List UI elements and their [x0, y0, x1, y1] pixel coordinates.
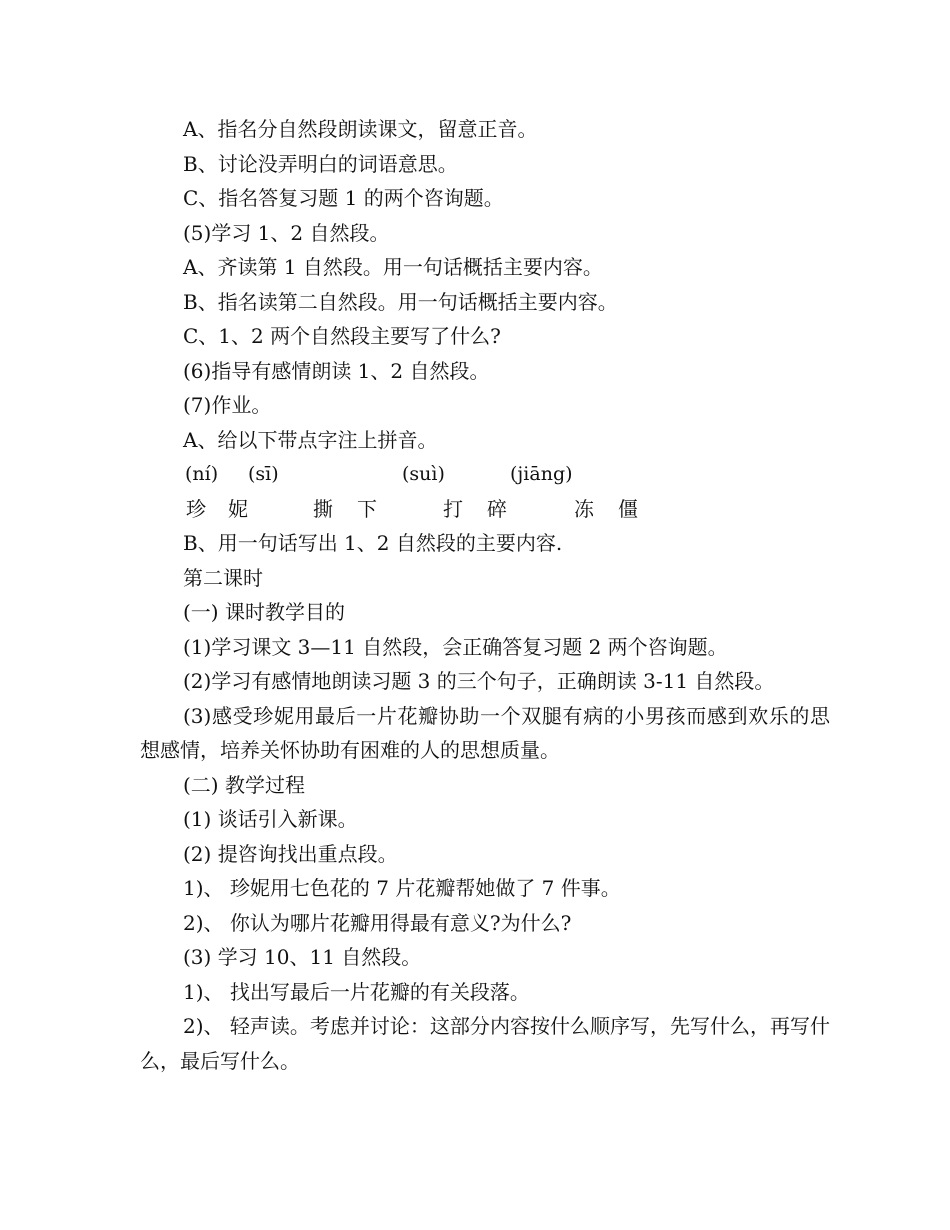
- dotted-character: 碎: [487, 496, 507, 521]
- text-line: 1)、 找出写最后一片花瓣的有关段落。: [183, 979, 530, 1004]
- pinyin-annotation: (jiāng): [510, 463, 573, 485]
- pinyin-row: [140, 457, 830, 492]
- text-line: (1) 谈话引入新课。: [183, 807, 358, 831]
- dotted-character: 僵: [618, 496, 638, 521]
- dotted-character: 珍: [186, 496, 206, 521]
- text-line: (2)学习有感情地朗读习题 3 的三个句子，正确朗读 3-11 自然段。: [183, 669, 775, 693]
- pinyin-annotation: (suì): [402, 463, 445, 485]
- text-line: (7)作业。: [183, 393, 272, 417]
- text-line: A、给以下带点字注上拼音。: [183, 427, 438, 452]
- text-line: C、指名答复习题 1 的两个咨询题。: [183, 186, 504, 210]
- dotted-character: 下: [357, 496, 377, 521]
- pinyin-annotation: (sī): [248, 463, 279, 485]
- paragraph: 2)、 轻声读。考虑并讨论：这部分内容按什么顺序写，先写什么，再写什么，最后写什么。: [140, 1014, 830, 1073]
- text-line: B、用一句话写出 1、2 自然段的主要内容.: [183, 531, 563, 555]
- text-line: (二) 教学过程: [183, 772, 305, 797]
- text-line: C、1、2 两个自然段主要写了什么?: [183, 324, 501, 348]
- paragraph: (3)感受珍妮用最后一片花瓣协助一个双腿有病的小男孩而感到欢乐的思想感情，培养关怀协助有困难的人的思想质量。: [140, 703, 830, 762]
- text-line: 2)、 你认为哪片花瓣用得最有意义?为什么?: [183, 910, 572, 935]
- pinyin-annotation: (ní): [185, 463, 219, 485]
- text-line: (6)指导有感情朗读 1、2 自然段。: [183, 358, 490, 383]
- dotted-character: 撕: [313, 496, 333, 521]
- dotted-characters-row: [140, 492, 830, 527]
- text-line: A、指名分自然段朗读课文，留意正音。: [183, 117, 538, 141]
- text-line: (2) 提咨询找出重点段。: [183, 841, 398, 866]
- text-line: A、齐读第 1 自然段。用一句话概括主要内容。: [183, 255, 603, 279]
- dotted-character: 妮: [228, 496, 248, 521]
- text-line: B、指名读第二自然段。用一句话概括主要内容。: [183, 289, 618, 314]
- text-line: (1)学习课文 3—11 自然段，会正确答复习题 2 两个咨询题。: [183, 634, 728, 659]
- dotted-character: 冻: [574, 496, 594, 521]
- text-line: B、讨论没弄明白的词语意思。: [183, 151, 458, 176]
- text-line: 1)、 珍妮用七色花的 7 片花瓣帮她做了 7 件事。: [183, 876, 621, 900]
- document-body: [140, 112, 830, 1078]
- section-heading: 第二课时: [183, 565, 263, 590]
- text-line: (3) 学习 10、11 自然段。: [183, 945, 422, 969]
- text-line: (5)学习 1、2 自然段。: [183, 220, 390, 245]
- dotted-character: 打: [443, 496, 463, 521]
- text-line: (一) 课时教学目的: [183, 600, 345, 624]
